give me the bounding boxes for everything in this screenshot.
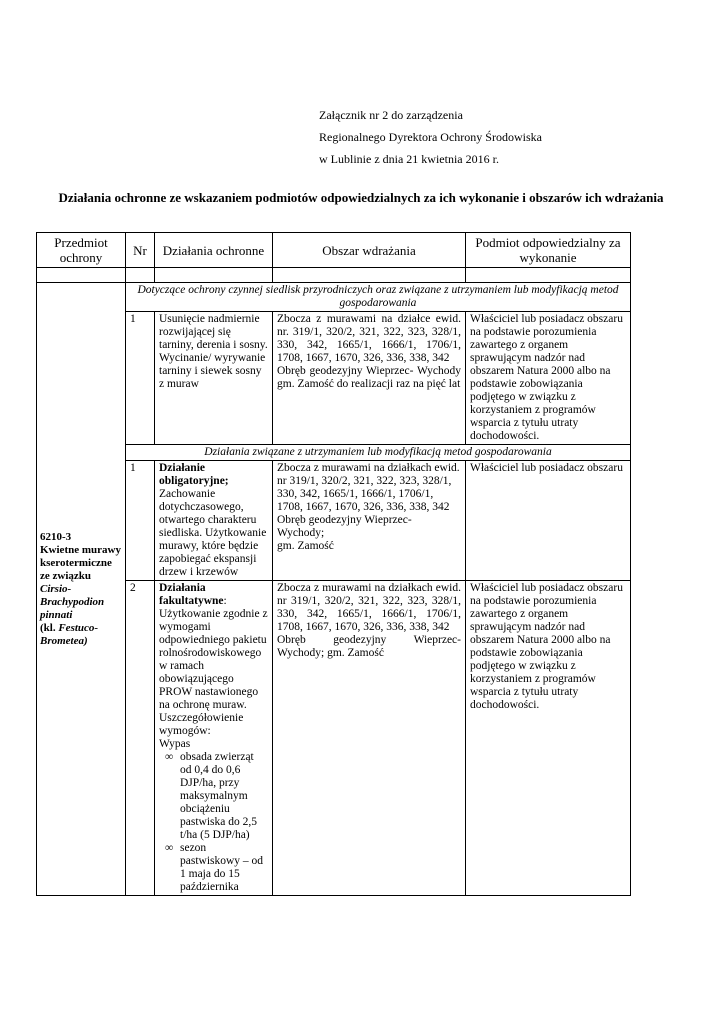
column-header: Podmiot odpowiedzialny za wykonanie (466, 233, 631, 268)
document-header (319, 104, 542, 170)
list-item: ∞ sezon pastwiskowy – od 1 maja do 15 października (165, 842, 264, 893)
area-cell: Zbocza z murawami na działkach ewid. nr 319/1, 320/2, 321, 322, 323, 328/1, 330, 342, 1665/1, 1666/1, 1706/1, 1708, 1667, 1670, 326, 336, 338, 342 Obręb geodezyjny Wieprzec- Wychody; gm. Zamość (273, 581, 466, 896)
section-row (37, 283, 631, 312)
document-title: Działania ochronne ze wskazaniem podmiotów odpowiedzialnych za ich wykonanie i obszarów ich wdrażania (58, 190, 664, 205)
row-number: 2 (126, 581, 155, 896)
responsible-cell: Właściciel lub posiadacz obszaru (466, 461, 631, 581)
column-header: Przedmiot ochrony (37, 233, 126, 268)
column-header: Nr (126, 233, 155, 268)
header-line-3: w Lublinie z dnia 21 kwietnia 2016 r. (319, 152, 499, 166)
habitat-class-latin: Festuco-Brometea) (40, 621, 99, 647)
section-row (37, 445, 631, 461)
responsible-cell: Właściciel lub posiadacz obszaru na podstawie porozumienia zawartego z organem sprawującym nadzór nad obszarem Natura 2000 albo na podstawie zobowiązania podjętego w związku z korzystaniem z programów wsparcia z tytułu utraty dochodowości. (466, 581, 631, 896)
row-number: 1 (126, 312, 155, 445)
action-cell: Usunięcie nadmiernie rozwijającej się tarniny, derenia i sosny. Wycinanie/ wyrywanie tarniny i siewek sosny z muraw (155, 312, 273, 445)
actions-table (36, 232, 631, 896)
area-cell: Zbocza z murawami na działce ewid. nr. 319/1, 320/2, 321, 322, 323, 328/1, 330, 342, 1665/1, 1666/1, 1706/1, 1708, 1667, 1670, 326, 336, 338, 342 Obręb geodezyjny Wieprzec- Wychody gm. Zamość do realizacji raz na pięć lat (273, 312, 466, 445)
habitat-latin: Cirsio-Brachypodion pinnati (40, 582, 105, 621)
responsible-cell: Właściciel lub posiadacz obszaru na podstawie porozumienia zawartego z organem sprawującym nadzór nad obszarem Natura 2000 albo na podstawie zobowiązania podjętego w związku z korzystaniem z programów wsparcia z tytułu utraty dochodowości. (466, 312, 631, 445)
section-heading-1: Dotyczące ochrony czynnej siedlisk przyrodniczych oraz związane z utrzymaniem lub modyfikacją metod gospodarowania (126, 283, 631, 312)
area-cell: Zbocza z murawami na działkach ewid. nr 319/1, 320/2, 321, 322, 323, 328/1, 330, 342, 1665/1, 1666/1, 1706/1, 1708, 1667, 1670, 326, 336, 338, 342 Obręb geodezyjny Wieprzec- Wychody; gm. Zamość (273, 461, 466, 581)
table-row (37, 581, 631, 896)
habitat-name: Kwietne murawy kserotermiczne ze związku (40, 543, 121, 582)
header-line-1: Załącznik nr 2 do zarządzenia (319, 108, 463, 122)
habitat-cell (37, 283, 126, 896)
list-item: ∞ obsada zwierząt od 0,4 do 0,6 DJP/ha, przy maksymalnym obciążeniu pastwiska do 2,5 t/ha (5 DJP/ha) (165, 751, 257, 841)
column-header: Działania ochronne (155, 233, 273, 268)
infinity-bullet-icon: ∞ (165, 751, 174, 763)
action-cell: Działanie obligatoryjne; Zachowanie dotychczasowego, otwartego charakteru siedliska. Użytkowanie murawy, które będzie zapobiegać ekspansji drzew i krzewów (155, 461, 273, 581)
infinity-bullet-icon: ∞ (165, 842, 174, 854)
table-header-row (37, 233, 631, 268)
table-row (37, 461, 631, 581)
header-line-2: Regionalnego Dyrektora Ochrony Środowiska (319, 130, 542, 144)
row-number: 1 (126, 461, 155, 581)
action-cell: Działania fakultatywne: Użytkowanie zgodnie z wymogami odpowiedniego pakietu rolnośrodowiskowego w ramach obowiązującego PROW nastawionego na ochronę muraw. Uszczegółowienie wymogów: Wypas ∞ obsada zwierząt od 0,4 do 0,6 DJP/ha, przy maksymalnym obciążeniu pastwiska do 2,5 t/ha (5 DJP/ha) ∞ sezon pastwiskowy – od 1 maja do 15 października (155, 581, 273, 896)
habitat-code: 6210-3 (40, 530, 72, 543)
habitat-class-prefix: (kl. (40, 621, 56, 634)
table-row (37, 312, 631, 445)
grazing-requirements-list (159, 751, 268, 894)
section-heading-2: Działania związane z utrzymaniem lub modyfikacją metod gospodarowania (126, 445, 631, 461)
table-spacer-row (37, 268, 631, 283)
column-header: Obszar wdrażania (273, 233, 466, 268)
